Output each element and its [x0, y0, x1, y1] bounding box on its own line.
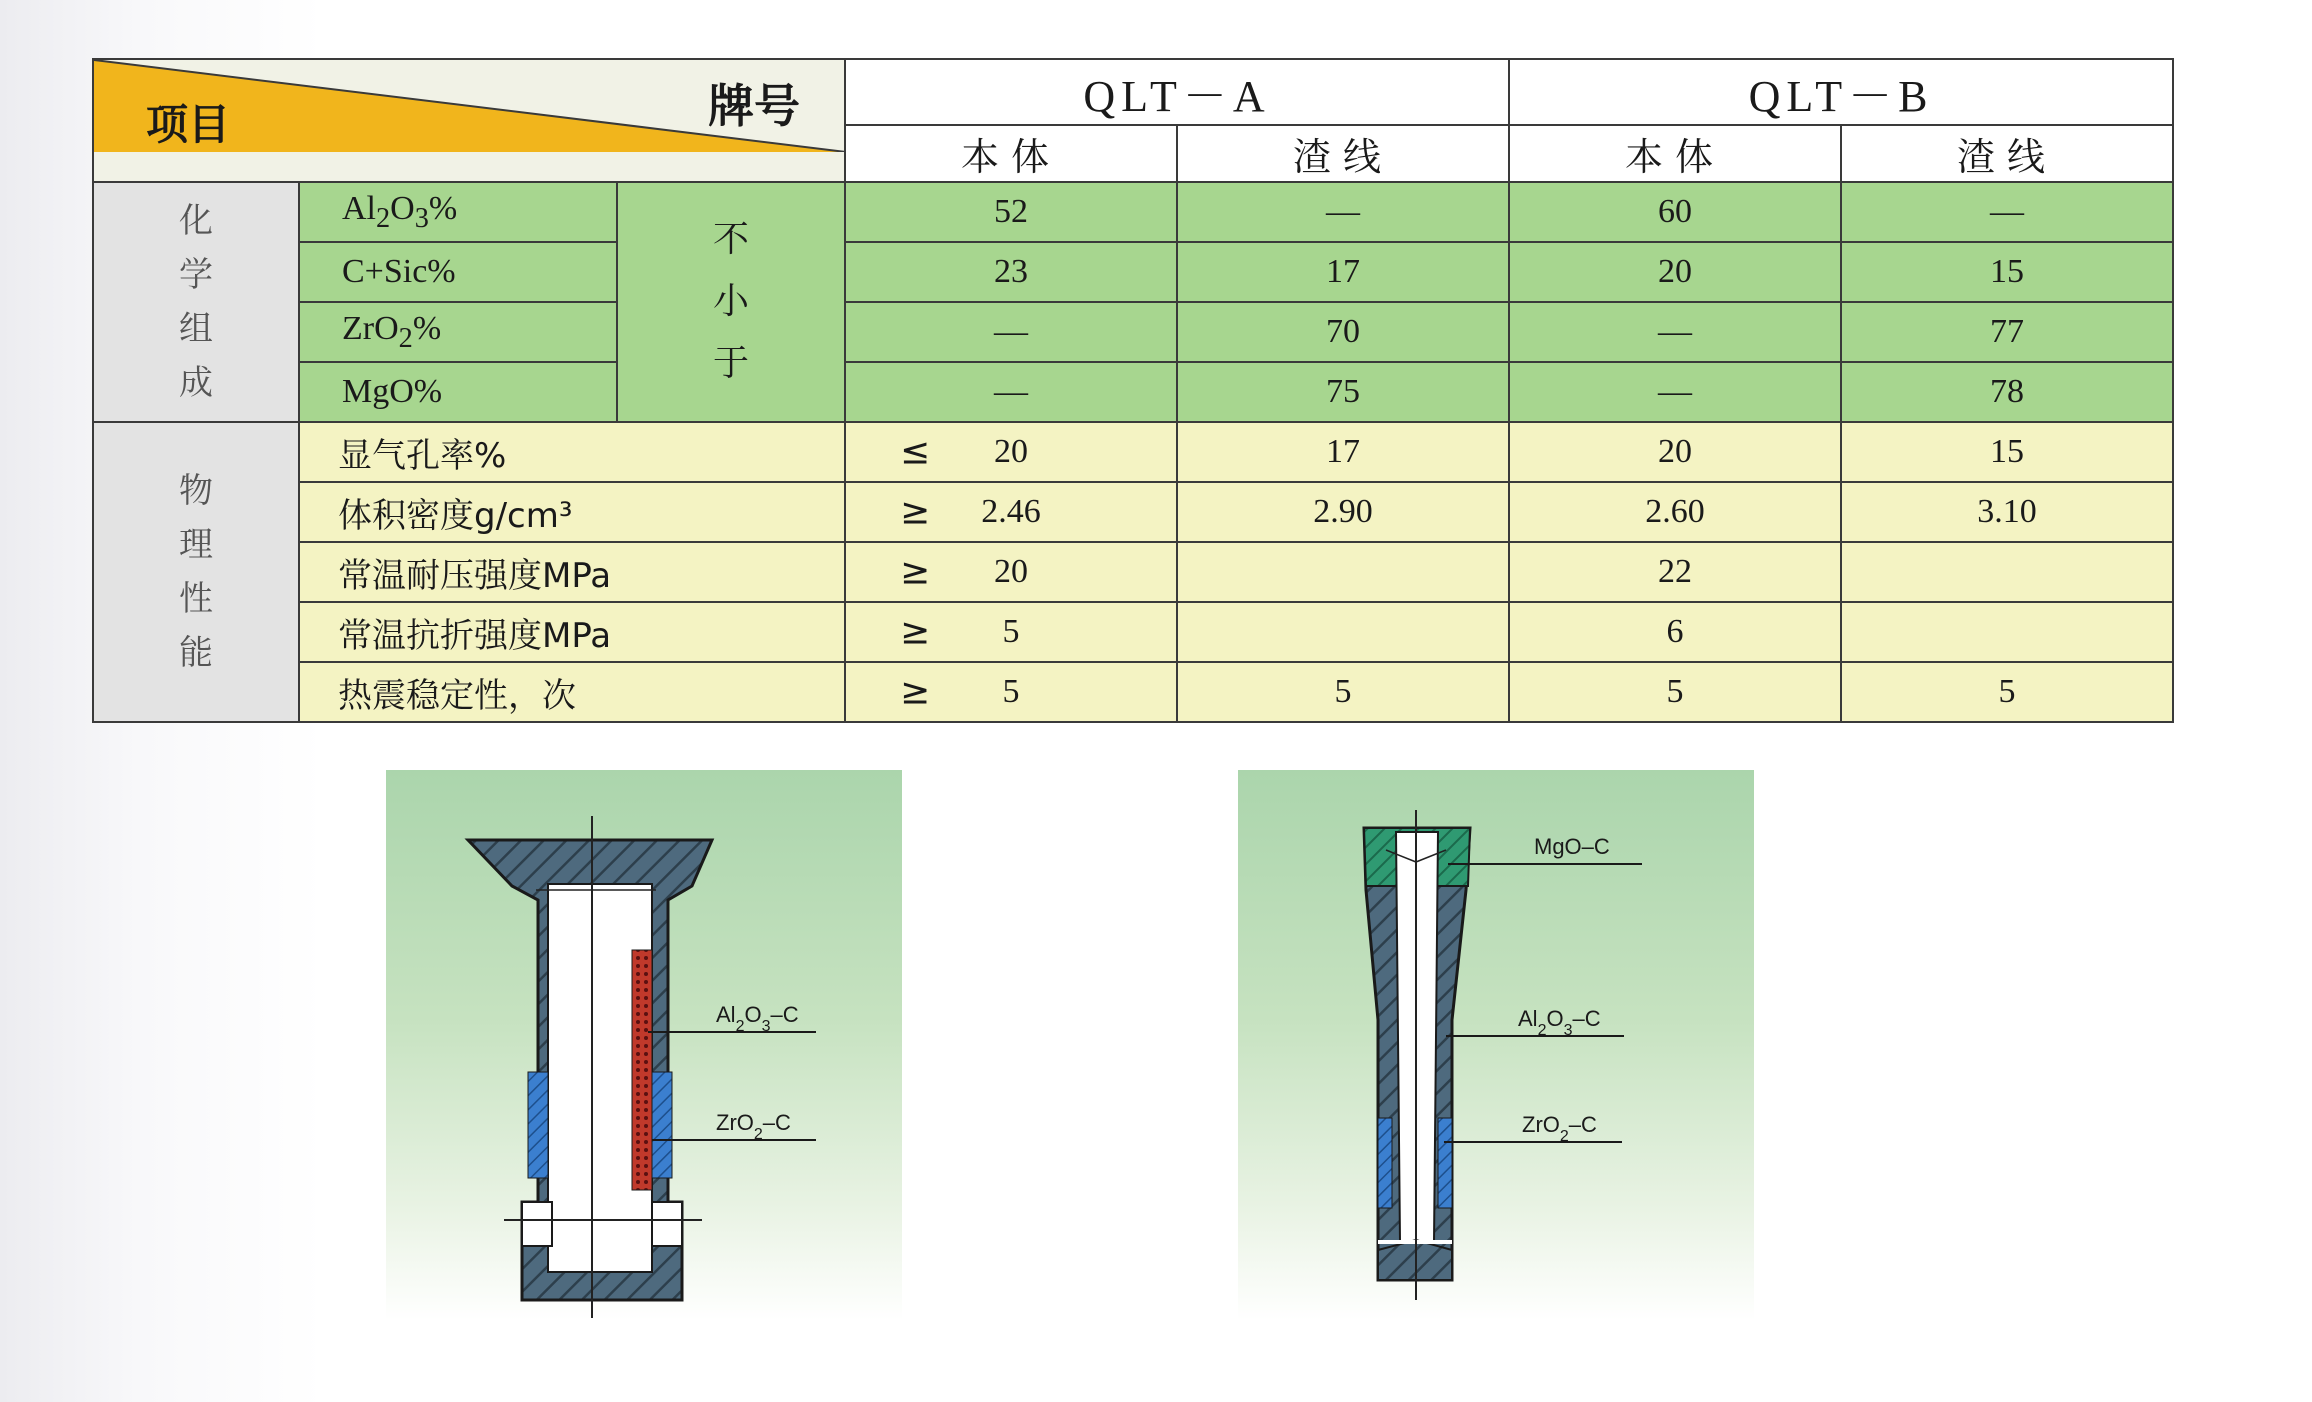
table-cell: 20: [845, 542, 1177, 602]
table-cell: 5: [1177, 662, 1509, 722]
phys-name-flexural: [299, 602, 931, 662]
table-row: [93, 602, 2173, 662]
table-cell: 5: [1841, 662, 2173, 722]
phys-label: 显气孔率%: [338, 435, 507, 476]
table-cell: 6: [1509, 602, 1841, 662]
table-cell: 60: [1509, 182, 1841, 242]
table-cell: 20: [1509, 242, 1841, 302]
table-cell: 77: [1841, 302, 2173, 362]
table-row: [93, 362, 2173, 422]
phys-name-crushing: [299, 542, 931, 602]
table-cell: —: [1509, 362, 1841, 422]
table-cell: 2.46: [845, 482, 1177, 542]
table-row: [93, 302, 2173, 362]
chem-name-csic: C+Sic%: [299, 242, 617, 302]
label-al2o3-c: $Al_2O_3-C$: [1518, 1006, 1601, 1039]
table-cell: —: [1841, 182, 2173, 242]
table-cell: 5: [845, 602, 1177, 662]
label-mgo-c: MgO–C: [1534, 834, 1610, 859]
table-cell: [1841, 602, 2173, 662]
label-zro2-c: ZrO$_2$–C: [1522, 1112, 1597, 1145]
chem-name-al2o3: $Al_2O_3\%$: [299, 182, 617, 242]
zro2-band-left: [528, 1072, 548, 1178]
table-row: [93, 482, 2173, 542]
table-row: [93, 182, 2173, 242]
grade-header-label: 牌号: [708, 79, 800, 133]
table-cell: 3.10: [1841, 482, 2173, 542]
table-cell: 20: [845, 422, 1177, 482]
table-cell: 23: [845, 242, 1177, 302]
table-cell: 2.60: [1509, 482, 1841, 542]
spec-table: [92, 58, 2174, 723]
table-cell: 5: [845, 662, 1177, 722]
item-header-label: 项目: [146, 100, 231, 149]
table-cell: 52: [845, 182, 1177, 242]
table-row: [93, 662, 2173, 722]
chemical-category-label: 化学组成: [179, 201, 213, 403]
seat-right: [652, 1202, 682, 1246]
phys-label: 常温抗折强度MPa: [338, 615, 612, 656]
seat-left: [522, 1202, 552, 1246]
table-cell: —: [1177, 182, 1509, 242]
subheader-b-slag: 渣线: [1841, 125, 2173, 182]
table-cell: 70: [1177, 302, 1509, 362]
table-cell: 20: [1509, 422, 1841, 482]
physical-category-cell: [93, 422, 299, 722]
grade-a-header: QLT－A: [845, 59, 1509, 125]
table-cell: [1841, 542, 2173, 602]
table-cell: —: [845, 302, 1177, 362]
table-cell: [1177, 542, 1509, 602]
phys-name-density: [299, 482, 931, 542]
table-row: [93, 242, 2173, 302]
zro2-band-left: [1378, 1118, 1392, 1208]
physical-category-label: 物理性能: [179, 471, 213, 673]
table-cell: 2.90: [1177, 482, 1509, 542]
phys-name-thermal-shock: [299, 662, 931, 722]
table-cell: —: [1509, 302, 1841, 362]
label-al2o3-c: $Al_2O_3-C$: [716, 1002, 799, 1035]
zro2-band-right: [1438, 1118, 1452, 1208]
zro2-band-right: [652, 1072, 672, 1178]
table-cell: 15: [1841, 422, 2173, 482]
comparison-symbol: ≥: [900, 611, 931, 653]
table-cell: [1177, 602, 1509, 662]
table-cell: —: [845, 362, 1177, 422]
label-zro2-c: ZrO$_2$–C: [716, 1110, 791, 1143]
chem-name-zro2: ZrO$_2$%: [299, 302, 617, 362]
table-row: [93, 542, 2173, 602]
grade-b-header: QLT－B: [1509, 59, 2173, 125]
phys-name-porosity: [299, 422, 931, 482]
table-cell: 5: [1509, 662, 1841, 722]
table-cell: 17: [1177, 422, 1509, 482]
subheader-a-body: 本体: [845, 125, 1177, 182]
diagram-qlt-a-panel: [386, 770, 902, 1320]
red-band: [632, 950, 652, 1190]
table-row: [93, 422, 2173, 482]
table-cell: 75: [1177, 362, 1509, 422]
corner-header-cell: [93, 59, 845, 182]
condition-cell: [617, 182, 845, 422]
comparison-symbol: ≤: [900, 431, 931, 473]
phys-label: 热震稳定性，次: [338, 675, 576, 716]
chem-name-mgo: MgO%: [299, 362, 617, 422]
table-cell: 15: [1841, 242, 2173, 302]
subheader-b-body: 本体: [1509, 125, 1841, 182]
table-cell: 78: [1841, 362, 2173, 422]
table-cell: 17: [1177, 242, 1509, 302]
phys-label: 常温耐压强度MPa: [338, 555, 612, 596]
subheader-a-slag: 渣线: [1177, 125, 1509, 182]
comparison-symbol: ≥: [900, 551, 931, 593]
diagram-qlt-b-panel: [1238, 770, 1754, 1320]
comparison-symbol: ≥: [900, 671, 931, 713]
phys-label: 体积密度g/cm³: [338, 495, 573, 536]
comparison-symbol: ≥: [900, 491, 931, 533]
condition-label: 不小于: [712, 219, 749, 384]
stopper-cross-section-diagram: [386, 770, 902, 1320]
nozzle-cross-section-diagram: [1238, 770, 1754, 1320]
table-cell: 22: [1509, 542, 1841, 602]
chemical-category-cell: [93, 182, 299, 422]
